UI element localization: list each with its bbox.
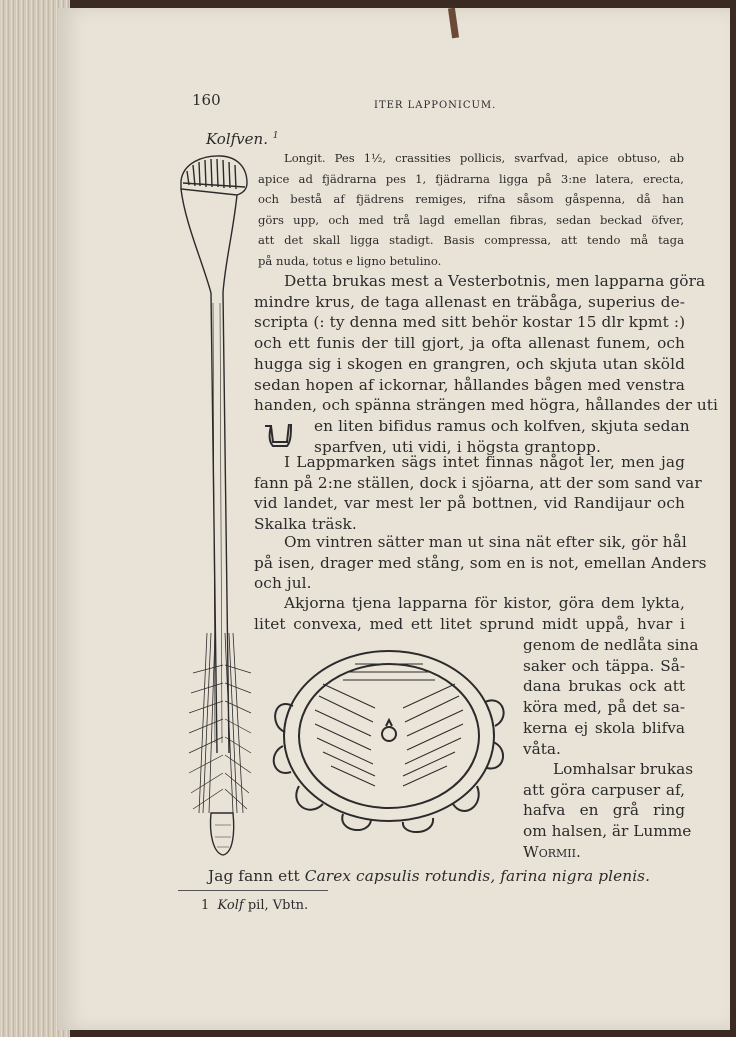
paragraph-4-continued — [523, 635, 699, 759]
description-block — [258, 148, 684, 272]
text-line: och jul. — [254, 574, 312, 593]
description-line: Longit. Pes 1½, crassities pollicis, svarfvad, apice obtuso, ab — [284, 151, 684, 165]
text-line: hugga sig i skogen en grangren, och skjuta utan sköld — [254, 354, 685, 373]
text-line: Detta brukas mest a Vesterbotnis, men lapparna göra — [284, 272, 706, 290]
text-line: vid landet, var mest ler på bottnen, vid Randijaur och — [254, 494, 685, 513]
author-name: Wormii. — [523, 842, 581, 861]
description-line: och bestå af fjädrens remiges, rifna såsom gåspenna, då han — [258, 192, 684, 207]
footnote: 1 Kolf pil, Vbtn. — [201, 898, 309, 913]
description-line: görs upp, och med trå lagd emellan fibras, sedan beckad öfver, — [258, 212, 684, 227]
akja-illustration — [263, 636, 515, 844]
paragraph-4 — [254, 593, 685, 634]
bifid-branch-icon — [261, 420, 295, 450]
text-line: I Lappmarken sägs intet finnas något ler, men jag — [284, 453, 685, 471]
paragraph-2 — [254, 452, 702, 535]
text-line: att göra carpuser af, — [523, 780, 685, 799]
text-line: mindre krus, de taga allenast en träbåga, superius de- — [254, 292, 685, 311]
text-line: köra med, på det sa- — [523, 698, 685, 717]
text-line: kerna ej skola blifva — [523, 718, 685, 737]
paragraph-3 — [254, 532, 707, 594]
book-page — [58, 8, 730, 1030]
text-line: en liten bifidus ramus och kolfven, skjuta sedan — [314, 416, 690, 435]
text-line: på isen, drager med stång, som en is not, emellan Anders — [254, 553, 707, 572]
text-line: Skalka träsk. — [254, 515, 357, 534]
text-line: Lomhalsar brukas — [553, 760, 694, 778]
text-line: våta. — [523, 739, 561, 758]
paragraph-5 — [523, 759, 694, 863]
text-line: hafva en grå ring — [523, 801, 685, 820]
text-line: sedan hopen af ickornar, hållandes bågen med venstra — [254, 375, 685, 394]
description-line: på nuda, totus e ligno betulino. — [258, 253, 442, 268]
section-title: Kolfven. $^1$ — [206, 130, 279, 148]
description-line: att det skall ligga stadigt. Basis compressa, att tendo må taga — [258, 233, 684, 248]
text-line: om halsen, är Lumme — [523, 822, 692, 841]
running-title: ITER LAPPONICUM. — [374, 100, 497, 111]
bookmark-ribbon — [448, 8, 459, 39]
footnote-rule — [178, 890, 328, 891]
text-line: och ett funis der till gjort, ja ofta allenast funem, och — [254, 334, 685, 353]
text-line: fann på 2:ne ställen, dock i sjöarna, att der som sand var — [254, 473, 702, 492]
description-line: apice ad fjädrarna pes 1, fjädrarna ligga på 3:ne latera, erecta, — [258, 171, 684, 186]
text-line: Om vintren sätter man ut sina nät efter sik, gör hål — [284, 533, 687, 551]
text-line: handen, och spänna strängen med högra, hållandes der uti — [254, 396, 719, 415]
closing-line: Jag fann ett Carex capsulis rotundis, farina nigra plenis. — [208, 867, 651, 885]
arrow-illustration — [173, 153, 253, 863]
text-line: genom de nedlåta sina — [523, 636, 699, 654]
text-line: saker och täppa. Så- — [523, 656, 685, 675]
paragraph-1 — [254, 271, 719, 457]
text-line: Akjorna tjena lapparna för kistor, göra dem lykta, — [284, 594, 685, 612]
text-line: sparfven, uti vidi, i högsta grantopp. — [314, 437, 601, 456]
page-number: 160 — [192, 91, 221, 109]
text-line: litet convexa, med ett litet sprund midt uppå, hvar i — [254, 614, 685, 633]
text-line: dana brukas ock att — [523, 677, 685, 696]
species-name: Carex capsulis rotundis, farina nigra plenis. — [304, 867, 651, 885]
text-line: scripta (: ty denna med sitt behör kostar 15 dlr kpmt :) — [254, 313, 686, 332]
